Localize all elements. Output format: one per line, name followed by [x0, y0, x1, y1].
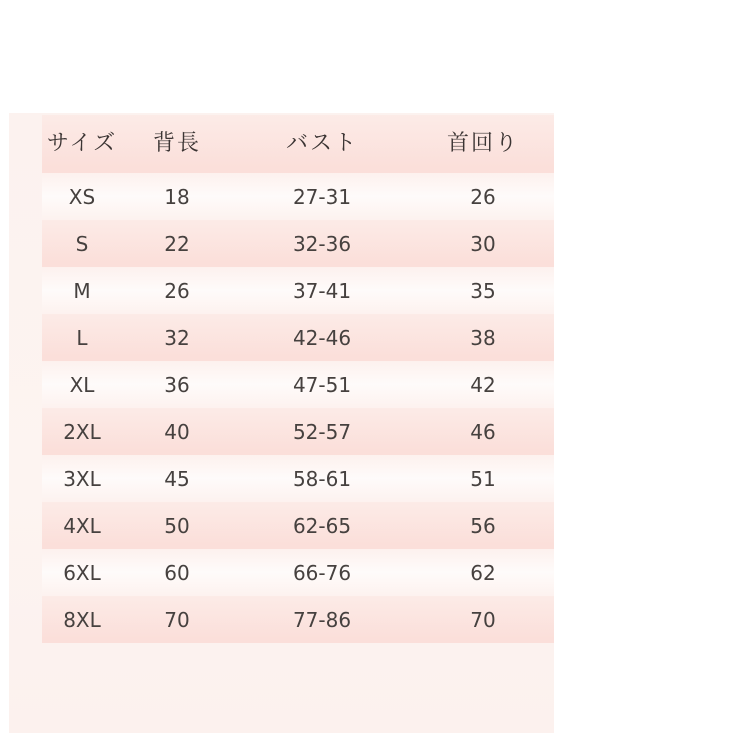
table-row-s — [42, 220, 554, 267]
bust-cell: 37-41 — [292, 278, 352, 303]
size-cell: M — [73, 278, 91, 303]
size-cell: 3XL — [63, 466, 101, 491]
size-cell: XL — [69, 372, 95, 397]
column-header-back-length: 背長 — [152, 131, 201, 156]
table-row-xs — [42, 173, 554, 220]
table-row-4xl — [42, 502, 554, 549]
back-length-cell: 32 — [164, 325, 190, 350]
table-row-m — [42, 267, 554, 314]
table-row-l — [42, 314, 554, 361]
table-row-xl — [42, 361, 554, 408]
back-length-cell: 26 — [164, 278, 190, 303]
neck-cell: 46 — [470, 419, 496, 444]
neck-cell: 26 — [470, 184, 496, 209]
neck-cell: 56 — [470, 513, 496, 538]
table-row-3xl — [42, 455, 554, 502]
size-chart-panel — [9, 113, 554, 733]
neck-cell: 35 — [470, 278, 496, 303]
neck-cell: 42 — [470, 372, 496, 397]
column-header-neck: 首回り — [446, 131, 519, 156]
table-row-2xl — [42, 408, 554, 455]
bust-cell: 47-51 — [292, 372, 352, 397]
column-header-size: サイズ — [46, 131, 118, 156]
bust-cell: 42-46 — [292, 325, 352, 350]
table-header-row — [42, 115, 554, 173]
back-length-cell: 45 — [164, 466, 190, 491]
back-length-cell: 70 — [164, 607, 190, 632]
size-cell: L — [76, 325, 88, 350]
back-length-cell: 36 — [164, 372, 190, 397]
neck-cell: 38 — [470, 325, 496, 350]
back-length-cell: 22 — [164, 231, 190, 256]
back-length-cell: 40 — [164, 419, 190, 444]
back-length-cell: 60 — [164, 560, 190, 585]
bust-cell: 66-76 — [292, 560, 352, 585]
bust-cell: 27-31 — [292, 184, 352, 209]
bust-cell: 77-86 — [292, 607, 352, 632]
table-row-6xl — [42, 549, 554, 596]
size-cell: 4XL — [63, 513, 101, 538]
size-cell: 8XL — [63, 607, 101, 632]
neck-cell: 30 — [470, 231, 496, 256]
size-cell: 2XL — [63, 419, 101, 444]
bust-cell: 32-36 — [292, 231, 352, 256]
table-row-8xl — [42, 596, 554, 643]
size-table — [42, 115, 554, 643]
bust-cell: 62-65 — [292, 513, 352, 538]
back-length-cell: 18 — [164, 184, 190, 209]
size-cell: S — [75, 231, 89, 256]
neck-cell: 70 — [470, 607, 496, 632]
neck-cell: 62 — [470, 560, 496, 585]
column-header-bust: バスト — [285, 131, 358, 156]
bust-cell: 52-57 — [292, 419, 352, 444]
size-cell: 6XL — [63, 560, 101, 585]
size-cell: XS — [68, 184, 96, 209]
back-length-cell: 50 — [164, 513, 190, 538]
bust-cell: 58-61 — [292, 466, 352, 491]
neck-cell: 51 — [470, 466, 496, 491]
